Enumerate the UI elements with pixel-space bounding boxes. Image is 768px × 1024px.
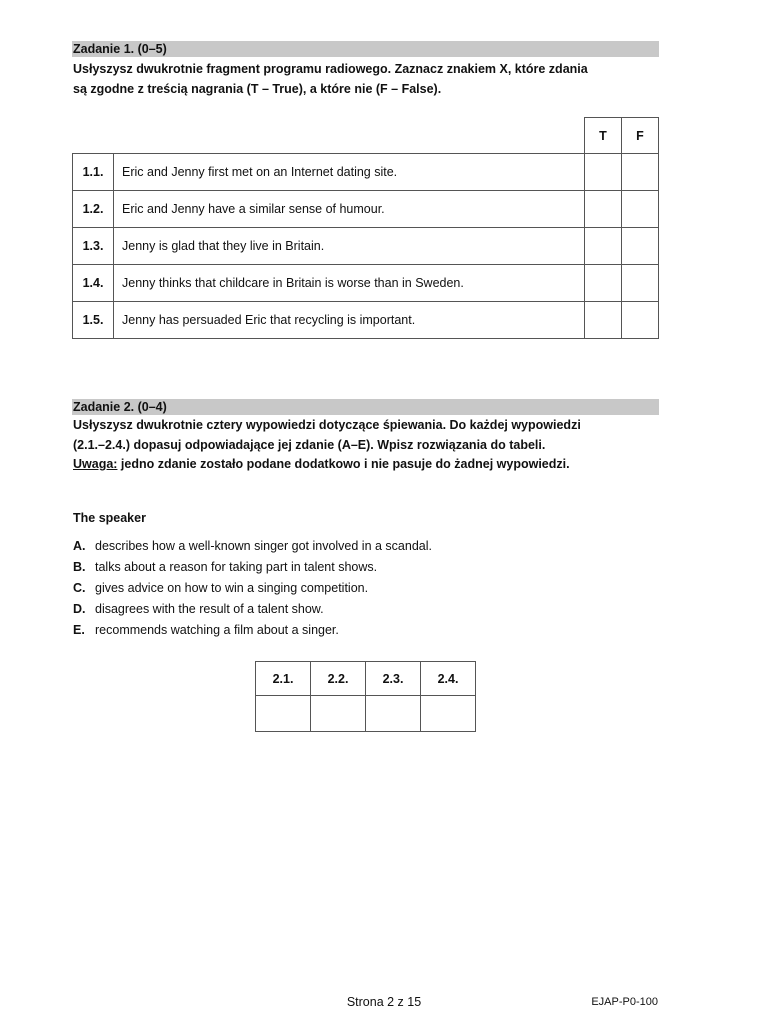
task1-header: Zadanie 1. (0–5) xyxy=(72,41,659,57)
answer-cell-false[interactable] xyxy=(622,302,659,339)
row-number: 1.4. xyxy=(73,265,114,302)
option-letter: D. xyxy=(73,602,86,616)
option-text: recommends watching a film about a singer. xyxy=(95,623,339,637)
task1-col-false: F xyxy=(622,118,659,154)
task1-instruction xyxy=(73,60,663,99)
answer-col-header: 2.3. xyxy=(366,662,421,696)
answer-cell-true[interactable] xyxy=(585,302,622,339)
row-statement: Jenny has persuaded Eric that recycling is important. xyxy=(114,302,585,339)
task1-row xyxy=(73,154,659,191)
task2-answer-table xyxy=(255,661,476,732)
answer-cell-true[interactable] xyxy=(585,265,622,302)
answer-cell-true[interactable] xyxy=(585,191,622,228)
task1-row xyxy=(73,265,659,302)
task1-header-empty xyxy=(73,118,585,154)
option-item xyxy=(73,620,432,641)
option-text: talks about a reason for taking part in talent shows. xyxy=(95,560,378,574)
row-statement: Jenny is glad that they live in Britain. xyxy=(114,228,585,265)
row-number: 1.5. xyxy=(73,302,114,339)
speaker-heading: The speaker xyxy=(73,511,146,525)
task1-row xyxy=(73,228,659,265)
option-letter: C. xyxy=(73,581,86,595)
task1-col-true: T xyxy=(585,118,622,154)
option-text: disagrees with the result of a talent show. xyxy=(95,602,324,616)
answer-col-header: 2.4. xyxy=(421,662,476,696)
row-statement: Jenny thinks that childcare in Britain is worse than in Sweden. xyxy=(114,265,585,302)
row-number: 1.1. xyxy=(73,154,114,191)
options-list xyxy=(73,536,432,641)
option-letter: A. xyxy=(73,539,86,553)
task1-row xyxy=(73,191,659,228)
answer-cell[interactable] xyxy=(421,696,476,732)
answer-cell[interactable] xyxy=(366,696,421,732)
answer-cell-false[interactable] xyxy=(622,154,659,191)
task2-instruction-line2: (2.1.–2.4.) dopasuj odpowiadające jej zdanie (A–E). Wpisz rozwiązania do tabeli. xyxy=(73,437,546,452)
answer-cell-false[interactable] xyxy=(622,265,659,302)
option-item xyxy=(73,557,432,578)
task1-instruction-line1: Usłyszysz dwukrotnie fragment programu radiowego. Zaznacz znakiem X, które zdania xyxy=(73,62,588,76)
answer-cell-false[interactable] xyxy=(622,191,659,228)
option-item xyxy=(73,599,432,620)
row-number: 1.2. xyxy=(73,191,114,228)
task2-instruction-line1: Usłyszysz dwukrotnie cztery wypowiedzi dotyczące śpiewania. Do każdej wypowiedzi xyxy=(73,418,581,432)
answer-col-header: 2.2. xyxy=(311,662,366,696)
option-item xyxy=(73,578,432,599)
row-number: 1.3. xyxy=(73,228,114,265)
answer-cell[interactable] xyxy=(256,696,311,732)
task1-instruction-line2: są zgodne z treścią nagrania (T – True), a które nie (F – False). xyxy=(73,81,442,96)
note-text: jedno zdanie zostało podane dodatkowo i nie pasuje do żadnej wypowiedzi. xyxy=(117,457,570,471)
option-letter: B. xyxy=(73,560,86,574)
option-letter: E. xyxy=(73,623,85,637)
answer-cell[interactable] xyxy=(311,696,366,732)
option-text: gives advice on how to win a singing competition. xyxy=(95,581,369,595)
row-statement: Eric and Jenny have a similar sense of humour. xyxy=(114,191,585,228)
task2-instruction xyxy=(73,416,663,475)
task2-header: Zadanie 2. (0–4) xyxy=(72,399,659,415)
task1-table xyxy=(72,117,659,339)
task1-row xyxy=(73,302,659,339)
row-statement: Eric and Jenny first met on an Internet dating site. xyxy=(114,154,585,191)
page-number: Strona 2 z 15 xyxy=(346,995,422,1009)
answer-cell-true[interactable] xyxy=(585,228,622,265)
option-item xyxy=(73,536,432,557)
task2-note xyxy=(73,455,663,475)
option-text: describes how a well-known singer got involved in a scandal. xyxy=(95,539,432,553)
answer-col-header: 2.1. xyxy=(256,662,311,696)
note-label: Uwaga: xyxy=(73,457,118,471)
answer-cell-false[interactable] xyxy=(622,228,659,265)
answer-cell-true[interactable] xyxy=(585,154,622,191)
document-code: EJAP-P0-100 xyxy=(591,996,658,1008)
